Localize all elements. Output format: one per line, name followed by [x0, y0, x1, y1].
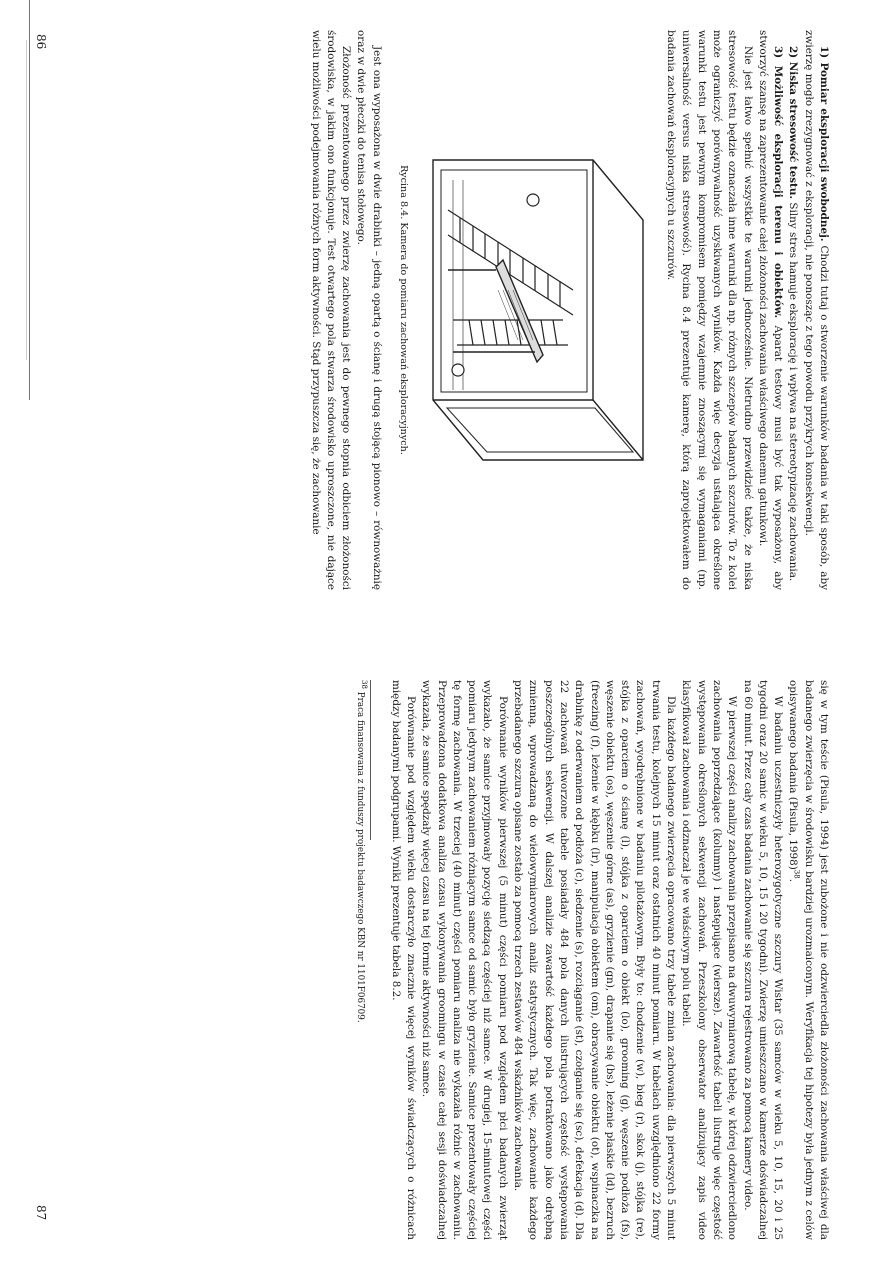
footnote-number: 38 — [360, 680, 369, 689]
page-number-right: 87 — [34, 1205, 48, 1221]
right-page — [355, 680, 831, 1240]
item-label-1: 1) Pomiar eksploracji swobodnej. — [818, 46, 830, 242]
paragraph-open-field — [785, 680, 831, 1240]
p1-end: . — [787, 878, 800, 883]
paragraph-subjects: W badaniu uczestniczyły heterozygotyczne szczury Wistar (35 samców w wieku 5, 10, 15, 20 i 25 tygodni oraz 20 samic w wieku 5, 10, 15 i 20 tygodni). Zwierzę umieszczano w kamerze doświadczalnej na 60 minut. Przez cały czas badania zachowanie się szczura rejestrowano za pomocą kamery video. — [741, 680, 785, 1240]
paragraph-complexity: Złożoność prezentowanego przez zwierzę zachowania jest do pewnego stopnia odbiciem złożoności środowiska, w jakim ono funkcjonuje. Test otwartego pola stwarza środowisko uproszczone, nie dające wielu możliwości podejmowania różnych form aktywności. Stąd przypuszcza się, że zachowanie — [309, 30, 353, 590]
item-label-2: 2) Niska stresowość testu. — [787, 46, 800, 200]
paragraph-free-exploration — [800, 30, 831, 590]
footnote-text: Praca finansowana z funduszy projektu badawczego KBN nr 1101F06709. — [355, 688, 366, 1023]
left-page — [307, 30, 831, 590]
paragraph-exploration-objects — [755, 30, 786, 590]
paragraph-conditions: Nie jest łatwo spełnić wszystkie te warunki jednocześnie. Nietrudno przewidzieć także, że niska stresowość testu będzie oznaczała inne warunki dla np. różnych szczepów badanych szczurów. To z kolei może ograniczyć porównywalność uzyskiwanych wyników. Każda więc decyzja ustalająca określone warunki testu jest pewnym kompromisem pomiędzy wzajemnie znoszącymi się wymaganiami (np. uniwersalność versus niska stresowość). Rycina 8.4 prezentuje kamerę, którą zaprojektowałem do badania zachowań eksploracyjnych u szczurów. — [665, 30, 754, 590]
item-label-3: 3) Możliwość eksploracji terenu i obiektów. — [772, 46, 785, 319]
paragraph-age-comparison: Porównanie pod względem wieku dostarczyło znacznie więcej wyników świadczących o różnicach między badanymi podgrupami. Wyniki prezentuje tabela 8.2. — [389, 680, 417, 1240]
paragraph-low-stress — [785, 30, 800, 590]
item-text-3: Aparat testowy musi być tak wyposażony, aby stworzyć szansę na zaprezentowanie całej złożoności zachowania właściwego danemu gatunkowi. — [756, 30, 785, 591]
paragraph-behaviour-list: Dla każdego badanego zwierzęcia opracowano trzy tabele zmian zachowania: dla pierwszych 5 minut trwania testu, kolejnych 15 minut oraz ostatnich 40 minut pomiaru. W tabelach uwzględniono 22 formy zachowań, wyodrębnione w badaniu pilotażowym. Były to: chodzenie (w), bieg (r), skok (j), stójka (re), stójka z oparciem o ścianę (l), stójka z oparciem o obiekt (lo), grooming (g), węszenie podłoża (fs), węszenie obiektu (os), węszenie górne (as), gryzienie (gn), drapanie się (bs), leżenie płaskie (ld), bezruch (freezing) (f), leżenie w kłębku (lr), manipulacja obiektem (om), obracywanie obiektu (ot), wspinaczka na drabinkę z oderwaniem od podłoża (c), siedzenie (s), rozciąganie (st), czołganie się (sc), defekacja (d). Dla 22 zachowań utworzone tabele posiadały 484 pola danych ilustrujących częstość występowania poszczególnych sekwencji. W dalszej analizie zawartość każdego pola potraktowano jako odrębną zmienną, wprowadzaną do wielowymiarowych analiz statystycznych. Tak więc, zachowanie każdego przebadanego szczura opisane zostało za pomocą trzech zestawów 484 wskaźników zachowania. — [512, 680, 678, 1240]
item-text-1: Chodzi tutaj o stworzenie warunków badania w taki sposób, aby zwierzę mogło zrezygnować z eksploracji, nie ponosząc z tego powodu przykrych konsekwencji. — [802, 30, 830, 590]
exploration-chamber-figure — [423, 140, 653, 470]
footnote — [355, 680, 369, 1240]
page-number-left: 86 — [34, 34, 48, 50]
paragraph-ladders: Jest ona wyposażona w dwie drabinki – jedną opartą o ścianę i drugą stojącą pionowo – równoważnię oraz w dwie płeczki do tenisa stołowego. — [355, 30, 383, 590]
footnote-ref: 38 — [792, 869, 801, 879]
paragraph-sex-comparison: Porównanie wyników pierwszej (5 minut) części pomiaru pod względem płci badanych zwierząt wykazało, że samice przyjmowały pozycję siedzącą częściej niż samce. W drugiej, 15-minutowej części pomiaru jedynym zachowaniem różniącym samce od samic było gryzienie. Samice prezentowały częściej tę formę zachowania. W trzeciej (40 minut) części pomiaru analiza nie wykazała różnic w zachowaniu. Przeprowadzona dodatkowa analiza czasu wykonywania groomingu w czasie całej sesji doświadczalnej wykazała, że samice spędzały więcej czasu na tej formie aktywności niż samce. — [420, 680, 509, 1240]
scan-edge-line-faint — [26, 40, 27, 360]
item-text-2: Silny stres hamuje eksplorację i wpływa na stereotypizację zachowania. — [787, 199, 800, 582]
paragraph-analysis-table: W pierwszej części analizy zachowania przepisano na dwuwymiarową tabelę, w której odzwierciedlono zachowania poprzedzające (kolumny) i następujące (wiersze). Zawartość tabeli ilustruje więc częstość występowania określonych sekwencji zachowań. Przeszkolony obserwator analizujący zapis video klasyfikował zachowania i odznaczał je we właściwym polu tabeli. — [680, 680, 739, 1240]
scan-edge-line — [29, 0, 30, 400]
footnote-rule — [370, 680, 371, 840]
figure-caption: Rycina 8.4. Kamera do pomiaru zachowań eksploracyjnych. — [397, 165, 409, 455]
p1-text: się w tym teście (Pisula, 1994) jest zubożone i nie odzwierciedla złożoności zachowania właściwej dla badanego zwierzęcia w środowisku bardziej urozmaiconym. Weryfikacja tej hipotezy była jednym z celów opisywanego badania (Pisula, 1998) — [787, 680, 830, 1240]
